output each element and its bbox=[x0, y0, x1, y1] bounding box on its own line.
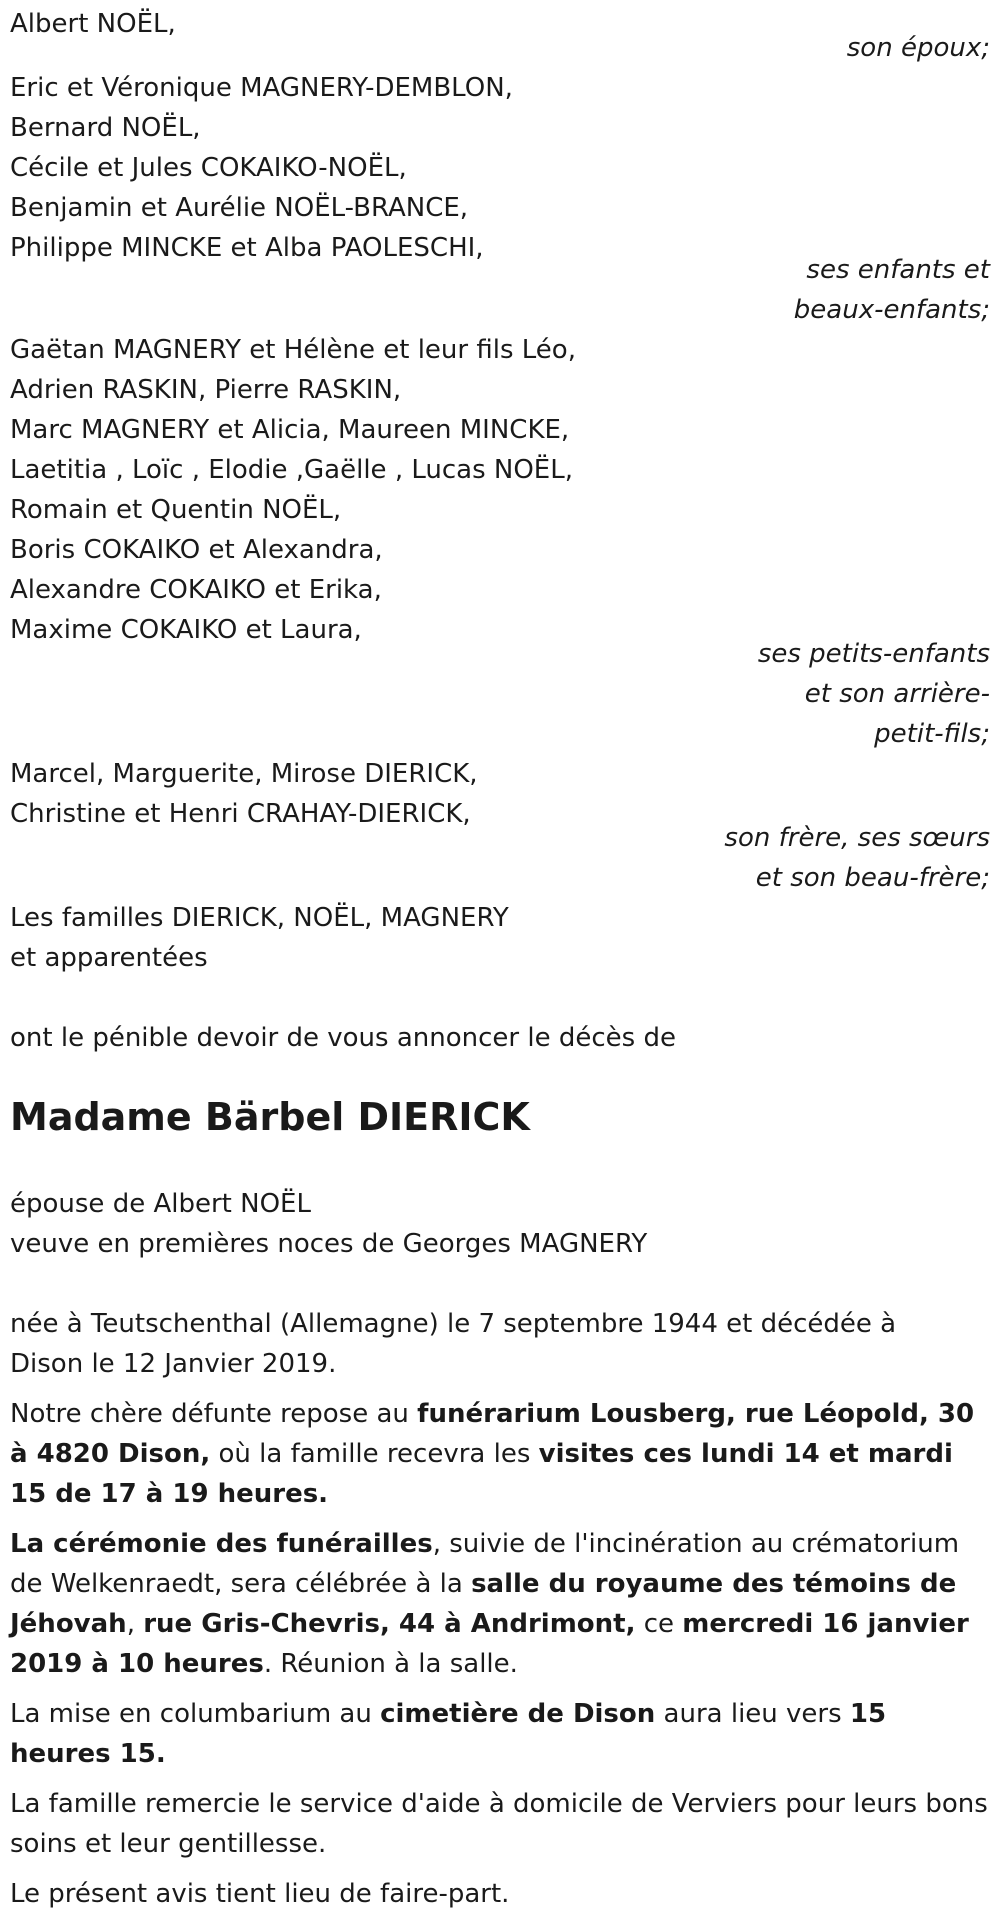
name-line: et apparentées bbox=[10, 943, 208, 973]
siblings-role bbox=[724, 818, 990, 898]
name-line: Cécile et Jules COKAIKO-NOËL, bbox=[10, 153, 407, 183]
deceased-name: Madame Bärbel DIERICK bbox=[10, 1095, 530, 1139]
name-line: Maxime COKAIKO et Laura, bbox=[10, 615, 362, 645]
name-line: Les familles DIERICK, NOËL, MAGNERY bbox=[10, 903, 509, 933]
text-span: aura lieu vers bbox=[655, 1699, 850, 1729]
families-names bbox=[10, 898, 990, 978]
text-span: où la famille recevra les bbox=[210, 1439, 539, 1469]
ceremony-venue: salle du royaume des témoins de Jéhovah bbox=[10, 1569, 957, 1639]
name-line: Romain et Quentin NOËL, bbox=[10, 495, 342, 525]
deceased-relations bbox=[10, 1184, 990, 1264]
ceremony-address: rue Gris-Chevris, 44 à Andrimont, bbox=[143, 1609, 636, 1639]
funerarium-address: funérarium Lousberg, rue Léopold, 30 à 4820 Dison, bbox=[10, 1399, 975, 1469]
spouse-line: épouse de Albert NOËL bbox=[10, 1189, 311, 1219]
name-line: Albert NOËL, bbox=[10, 9, 176, 39]
thanks-paragraph: La famille remercie le service d'aide à domicile de Verviers pour leurs bons soins et leur gentillesse. bbox=[10, 1789, 988, 1859]
role-line: et son arrière- bbox=[804, 679, 990, 709]
spouse-names bbox=[10, 4, 990, 44]
role-line: ses enfants et bbox=[806, 255, 990, 285]
grandchildren-names bbox=[10, 330, 990, 650]
cemetery-name: cimetière de Dison bbox=[380, 1699, 656, 1729]
role-line: et son beau-frère; bbox=[755, 863, 990, 893]
text-span: . Réunion à la salle. bbox=[263, 1649, 518, 1679]
name-line: Laetitia , Loïc , Elodie ,Gaëlle , Lucas NOËL, bbox=[10, 455, 573, 485]
text-span: , suivie de l'incinération au crématorium de Welkenraedt, sera célébrée à la bbox=[10, 1529, 960, 1599]
closing-line: Le présent avis tient lieu de faire-part. bbox=[10, 1879, 510, 1909]
text-span: , bbox=[126, 1609, 144, 1639]
name-line: Eric et Véronique MAGNERY-DEMBLON, bbox=[10, 73, 513, 103]
name-line: Philippe MINCKE et Alba PAOLESCHI, bbox=[10, 233, 484, 263]
ceremony-title: La cérémonie des funérailles bbox=[10, 1529, 433, 1559]
ceremony-paragraph bbox=[10, 1524, 990, 1684]
role-line: son époux; bbox=[846, 33, 990, 63]
name-line: Benjamin et Aurélie NOËL-BRANCE, bbox=[10, 193, 469, 223]
birth-death-line: Dison le 12 Janvier 2019. bbox=[10, 1349, 337, 1379]
children-names bbox=[10, 68, 990, 268]
birth-death bbox=[10, 1304, 990, 1384]
text-span: Notre chère défunte repose au bbox=[10, 1399, 418, 1429]
spouse-role bbox=[847, 28, 990, 68]
role-line: petit-fils; bbox=[874, 719, 990, 749]
announcement: ont le pénible devoir de vous annoncer le décès de bbox=[10, 1023, 676, 1053]
name-line: Gaëtan MAGNERY et Hélène et leur fils Léo, bbox=[10, 335, 576, 365]
ceremony-datetime: mercredi 16 janvier 2019 à 10 heures bbox=[10, 1609, 969, 1679]
funerarium-paragraph bbox=[10, 1394, 990, 1514]
name-line: Alexandre COKAIKO et Erika, bbox=[10, 575, 382, 605]
name-line: Boris COKAIKO et Alexandra, bbox=[10, 535, 383, 565]
visiting-hours: visites ces lundi 14 et mardi 15 de 17 à 19 heures. bbox=[10, 1439, 953, 1509]
name-line: Marcel, Marguerite, Mirose DIERICK, bbox=[10, 759, 478, 789]
name-line: Bernard NOËL, bbox=[10, 113, 201, 143]
widow-line: veuve en premières noces de Georges MAGNERY bbox=[10, 1229, 648, 1259]
name-line: Christine et Henri CRAHAY-DIERICK, bbox=[10, 799, 471, 829]
name-line: Adrien RASKIN, Pierre RASKIN, bbox=[10, 375, 402, 405]
columbarium-paragraph bbox=[10, 1694, 990, 1774]
role-line: son frère, ses sœurs bbox=[724, 823, 990, 853]
role-line: ses petits-enfants bbox=[757, 639, 990, 669]
text-span: La mise en columbarium au bbox=[10, 1699, 381, 1729]
name-line: Marc MAGNERY et Alicia, Maureen MINCKE, bbox=[10, 415, 570, 445]
birth-death-line: née à Teutschenthal (Allemagne) le 7 septembre 1944 et décédée à bbox=[10, 1309, 897, 1339]
columbarium-time: 15 heures 15. bbox=[10, 1699, 887, 1769]
grandchildren-role bbox=[758, 634, 990, 754]
text-span: ce bbox=[635, 1609, 683, 1639]
role-line: beaux-enfants; bbox=[793, 295, 990, 325]
children-role bbox=[794, 250, 990, 330]
